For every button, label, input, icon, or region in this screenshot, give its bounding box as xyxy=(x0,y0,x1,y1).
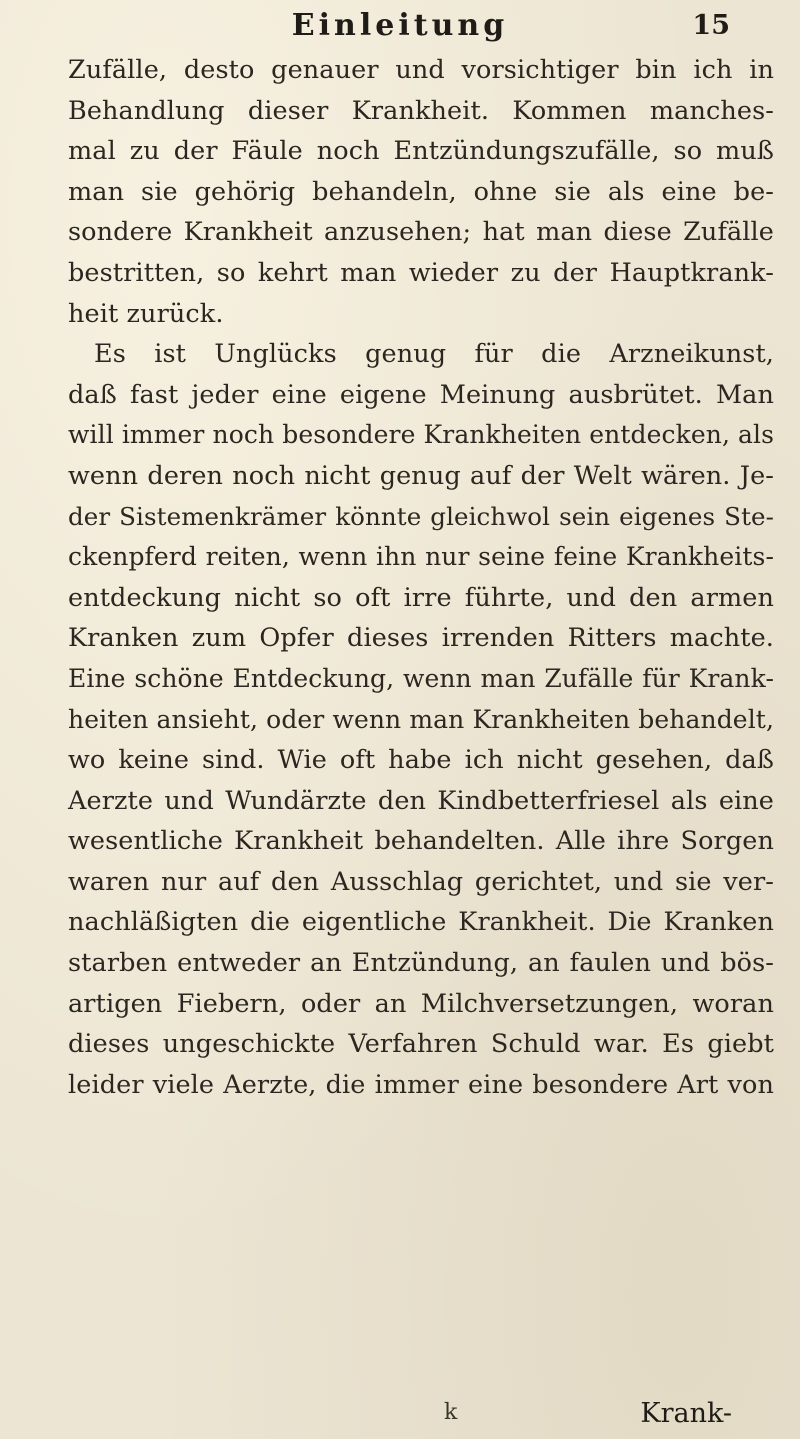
text-line: sondere Krankheit anzusehen; hat man diese Zufälle xyxy=(68,217,774,248)
text-line: waren nur auf den Ausschlag gerichtet, und sie ver- xyxy=(68,866,774,897)
text-line: wenn deren noch nicht genug auf der Welt wären. Je- xyxy=(68,460,774,491)
text-line: Kranken zum Opfer dieses irrenden Ritters machte. xyxy=(68,623,774,654)
text-line: wo keine sind. Wie oft habe ich nicht gesehen, daß xyxy=(68,745,774,776)
paragraph-first-line: Es ist Unglücks genug für die Arzneikunst, xyxy=(94,339,774,370)
text-line: nachläßigten die eigentliche Krankheit. Die Kranken xyxy=(68,907,774,938)
text-line: daß fast jeder eine eigene Meinung ausbrütet. Man xyxy=(68,379,774,410)
text-line: starben entweder an Entzündung, an faulen und bös- xyxy=(68,948,774,979)
running-head xyxy=(0,6,800,46)
text-line: Behandlung dieser Krankheit. Kommen manches- xyxy=(68,95,774,126)
text-line: heiten ansieht, oder wenn man Krankheiten behandelt, xyxy=(68,704,774,734)
body-text xyxy=(68,50,774,1105)
page-number: 15 xyxy=(692,10,730,41)
text-line: Aerzte und Wundärzte den Kindbetterfriesel als eine xyxy=(68,785,774,816)
text-line: Zufälle, desto genauer und vorsichtiger bin ich in xyxy=(68,55,774,85)
text-line: mal zu der Fäule noch Entzündungszufälle, so muß xyxy=(68,136,774,167)
catchword: Krank- xyxy=(640,1398,732,1429)
text-line: artigen Fiebern, oder an Milchversetzungen, woran xyxy=(68,988,774,1019)
text-line: bestritten, so kehrt man wieder zu der Hauptkrank- xyxy=(68,257,774,288)
text-line: der Sistemenkrämer könnte gleichwol sein eigenes Ste- xyxy=(68,501,774,531)
text-line: entdeckung nicht so oft irre führte, und den armen xyxy=(68,582,774,613)
running-title: Einleitung xyxy=(291,8,509,43)
text-line: Eine schöne Entdeckung, wenn man Zufälle für Krank- xyxy=(68,663,774,693)
text-line: wesentliche Krankheit behandelten. Alle ihre Sorgen xyxy=(68,826,774,857)
signature-mark: k xyxy=(444,1400,458,1425)
text-line: will immer noch besondere Krankheiten entdecken, als xyxy=(68,420,775,450)
text-line: ckenpferd reiten, wenn ihn nur seine feine Krankheits- xyxy=(68,542,774,572)
text-line: leider viele Aerzte, die immer eine besondere Art von xyxy=(68,1069,774,1100)
text-line: man sie gehörig behandeln, ohne sie als eine be- xyxy=(68,176,774,207)
text-line: dieses ungeschickte Verfahren Schuld war. Es giebt xyxy=(68,1029,774,1060)
text-line: heit zurück. xyxy=(68,298,224,329)
